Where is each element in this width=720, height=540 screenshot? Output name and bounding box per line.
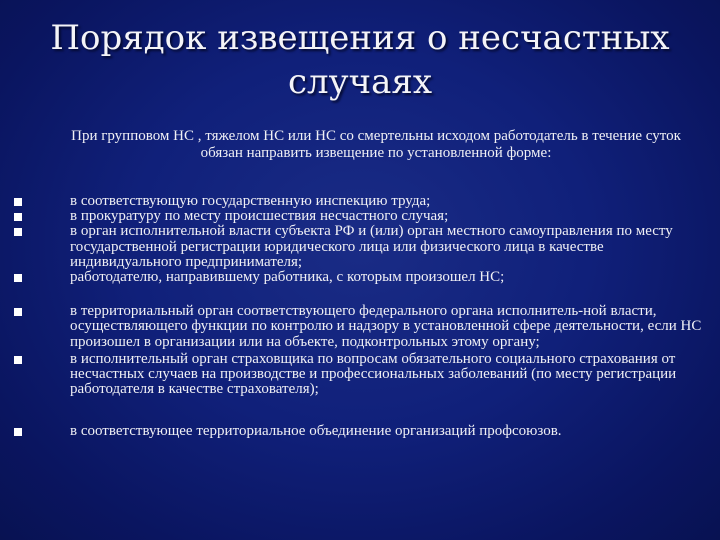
square-bullet-icon	[14, 213, 22, 221]
square-bullet-icon	[14, 308, 22, 316]
list-item-text: в соответствующее территориальное объединение организаций профсоюзов.	[70, 423, 562, 440]
intro-text: При групповом НС , тяжелом НС или НС со смертельны исходом работодатель в течение суток обязан направить извещение по установленной форме:	[71, 128, 681, 161]
list-item	[14, 224, 704, 270]
square-bullet-icon	[14, 228, 22, 236]
list-item-text: в территориальный орган соответствующего федерального органа исполнитель-ной власти, осуществляющего функции по контролю и надзору в установленной сфере деятельности, если НС произошел в организации или на объекте, подконтрольных этому органу;	[70, 303, 702, 350]
list-item	[14, 194, 704, 209]
square-bullet-icon	[14, 356, 22, 364]
list-item-text: в орган исполнительной власти субъекта РФ и (или) орган местного самоуправления по месту государственной регистрации юридического лица или физического лица в качестве индивидуального предпринимателя;	[70, 223, 673, 270]
list-item	[14, 424, 704, 439]
list-item-text: в исполнительный орган страховщика по вопросам обязательного социального страхования от несчастных случаев на производстве и профессиональных заболеваний (по месту регистрации работодателя в качестве страхователя);	[70, 350, 677, 398]
notification-list	[14, 194, 704, 440]
slide-title: Порядок извещения о несчастных случаях	[50, 18, 670, 102]
list-item-text: в прокуратуру по месту происшествия несчастного случая;	[70, 208, 449, 225]
list-item	[14, 352, 704, 398]
square-bullet-icon	[14, 428, 22, 436]
list-item-text: работодателю, направившему работника, с которым произошел НС;	[70, 269, 505, 286]
list-item-text: в соответствующую государственную инспекцию труда;	[70, 193, 431, 209]
square-bullet-icon	[14, 198, 22, 206]
list-item	[14, 209, 704, 224]
list-item	[14, 270, 704, 285]
square-bullet-icon	[14, 274, 22, 282]
list-item	[14, 304, 704, 350]
